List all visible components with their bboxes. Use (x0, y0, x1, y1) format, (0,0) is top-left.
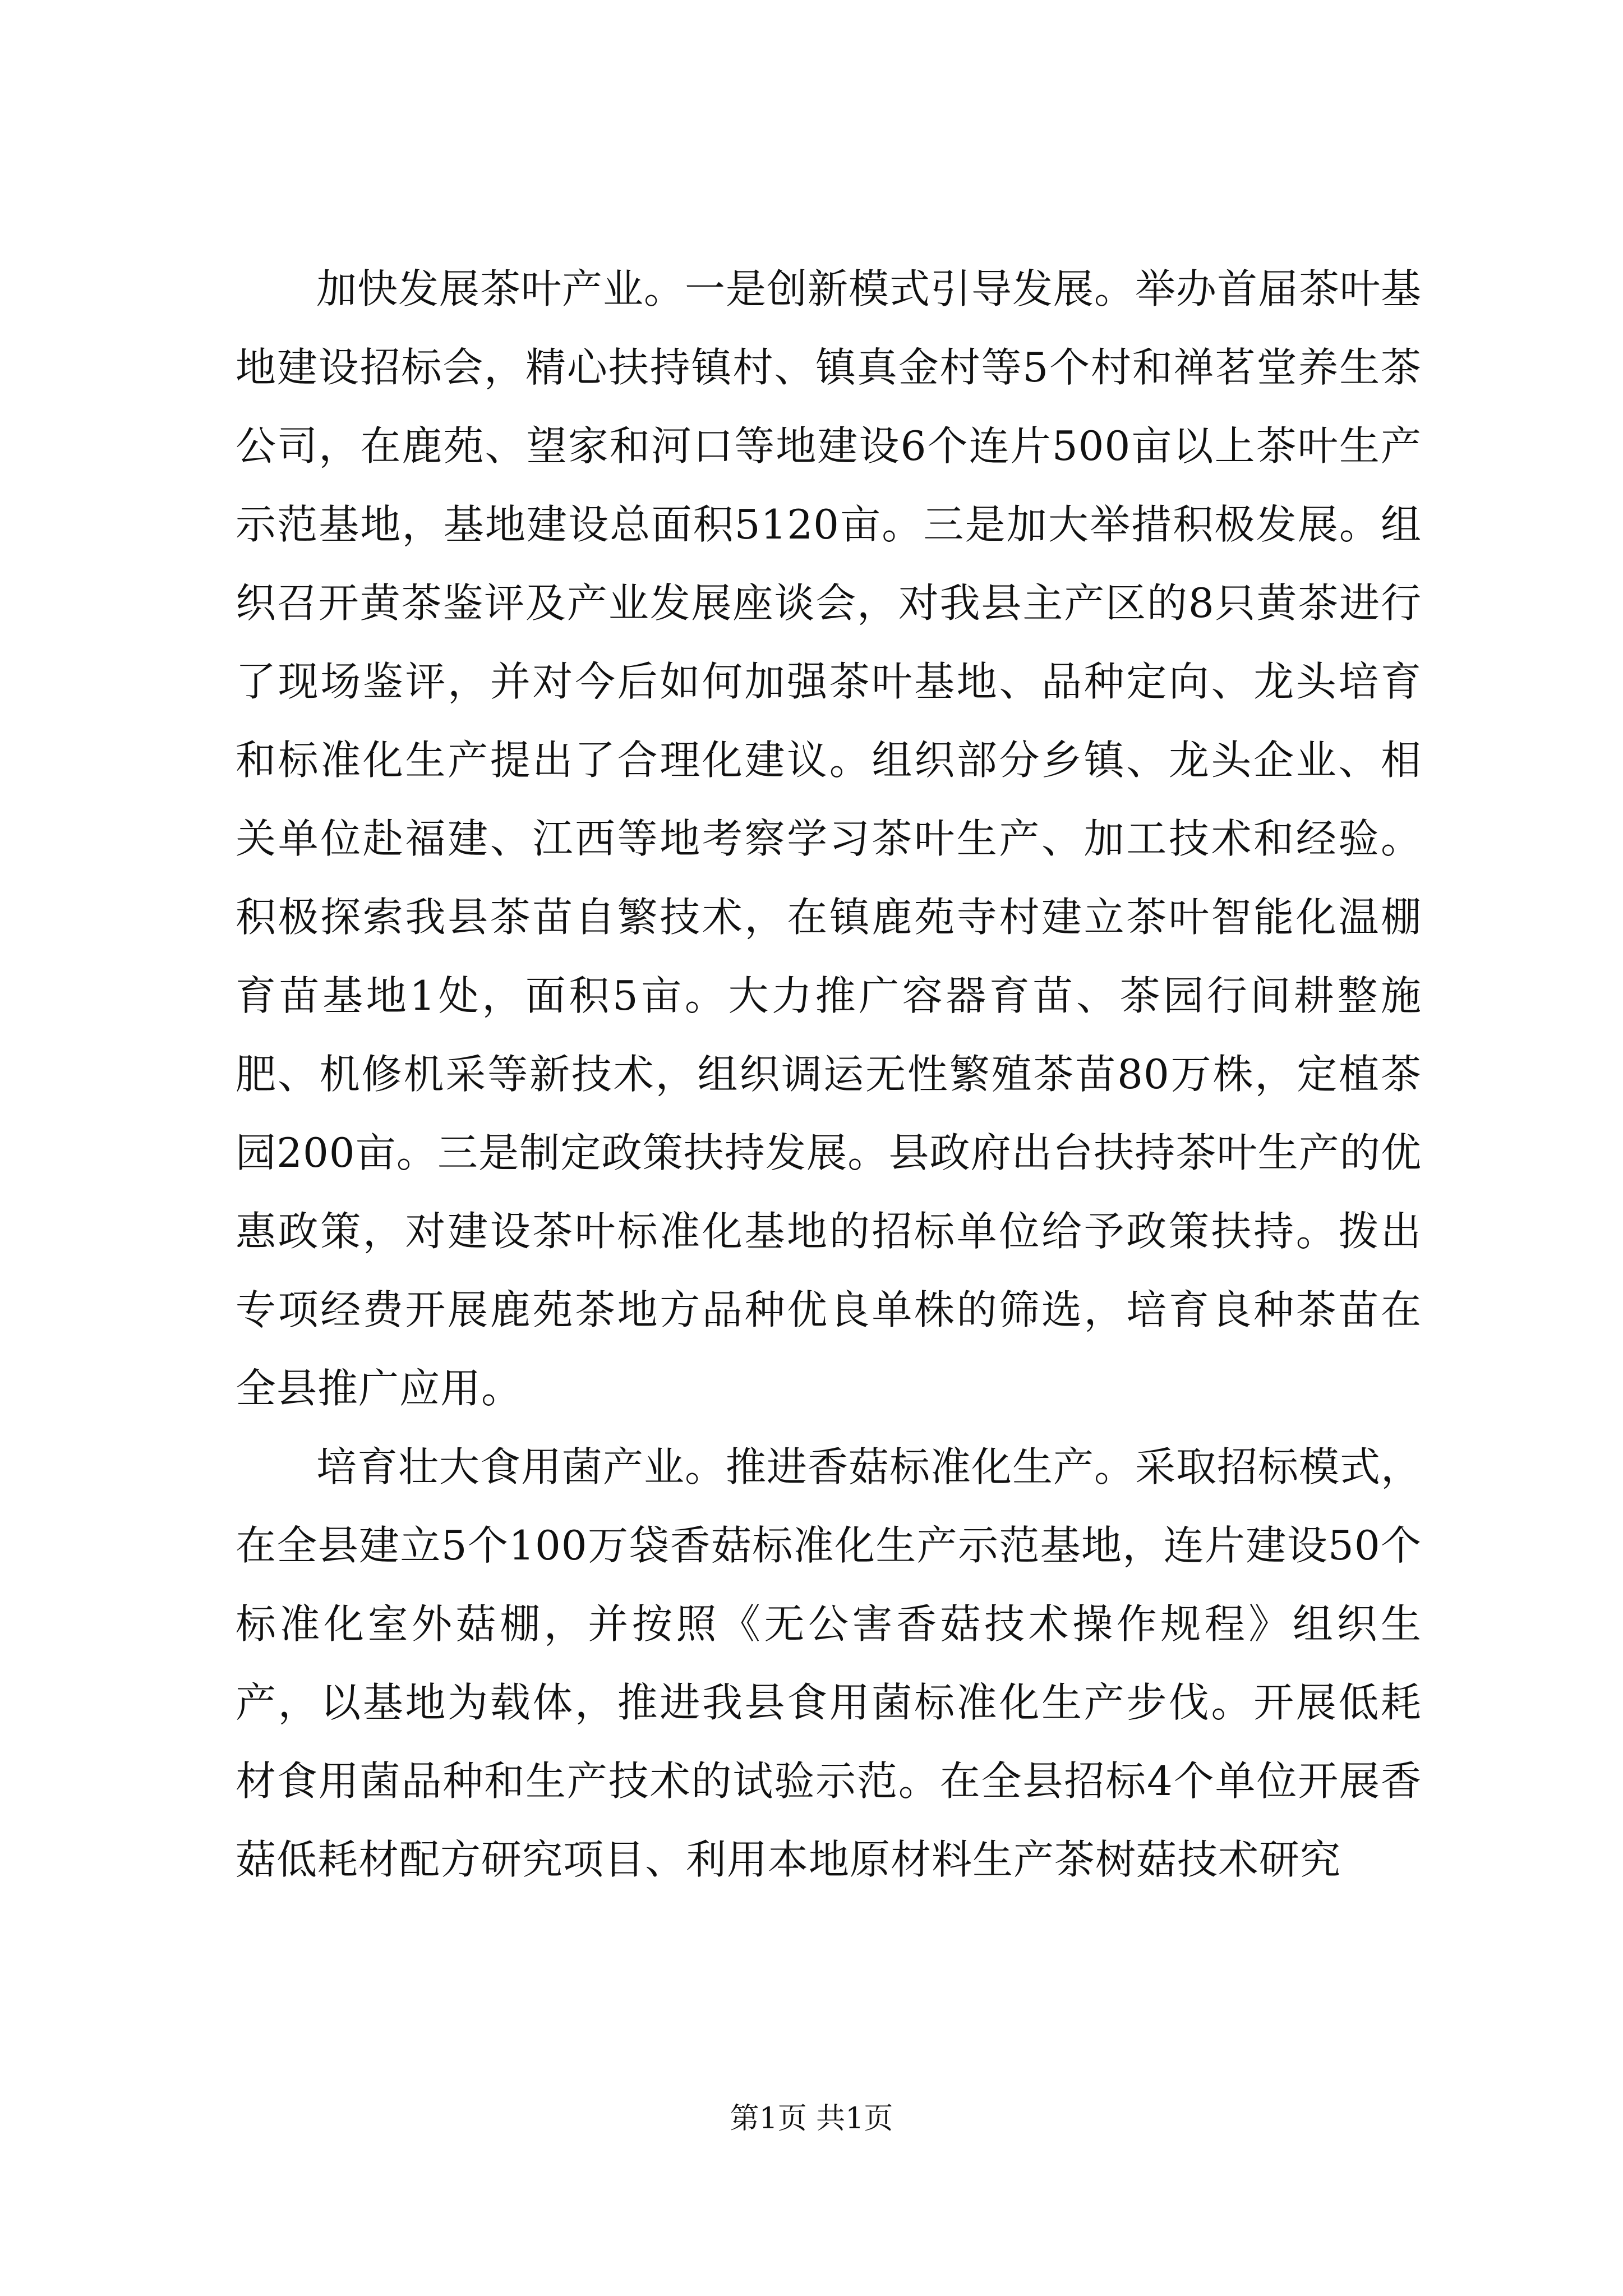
paragraph-edible-fungi-industry: 培育壮大食用菌产业。推进香菇标准化生产。采取招标模式，在全县建立5个100万袋香菇标准化生产示范基地，连片建设50个标准化室外菇棚，并按照《无公害香菇技术操作规程》组织生产，以基地为载体，推进我县食用菌标准化生产步伐。开展低耗材食用菌品种和生产技术的试验示范。在全县招标4个单位开展香菇低耗材配方研究项目、利用本地原材料生产茶树菇技术研究 (236, 1443, 1422, 1883)
document-body (236, 250, 1422, 1899)
page-number: 第1页 共1页 (730, 2102, 893, 2136)
page-footer (0, 2099, 1623, 2138)
paragraph-tea-industry: 加快发展茶叶产业。一是创新模式引导发展。举办首届茶叶基地建设招标会，精心扶持镇村、镇真金村等5个村和禅茗堂养生茶公司，在鹿苑、望家和河口等地建设6个连片500亩以上茶叶生产示范基地，基地建设总面积5120亩。三是加大举措积极发展。组织召开黄茶鉴评及产业发展座谈会，对我县主产区的8只黄茶进行了现场鉴评，并对今后如何加强茶叶基地、品种定向、龙头培育和标准化生产提出了合理化建议。组织部分乡镇、龙头企业、相关单位赴福建、江西等地考察学习茶叶生产、加工技术和经验。积极探索我县茶苗自繁技术，在镇鹿苑寺村建立茶叶智能化温棚育苗基地1处，面积5亩。大力推广容器育苗、茶园行间耕整施肥、机修机采等新技术，组织调运无性繁殖茶苗80万株，定植茶园200亩。三是制定政策扶持发展。县政府出台扶持茶叶生产的优惠政策，对建设茶叶标准化基地的招标单位给予政策扶持。拨出专项经费开展鹿苑茶地方品种优良单株的筛选，培育良种茶苗在全县推广应用。 (236, 265, 1422, 1412)
